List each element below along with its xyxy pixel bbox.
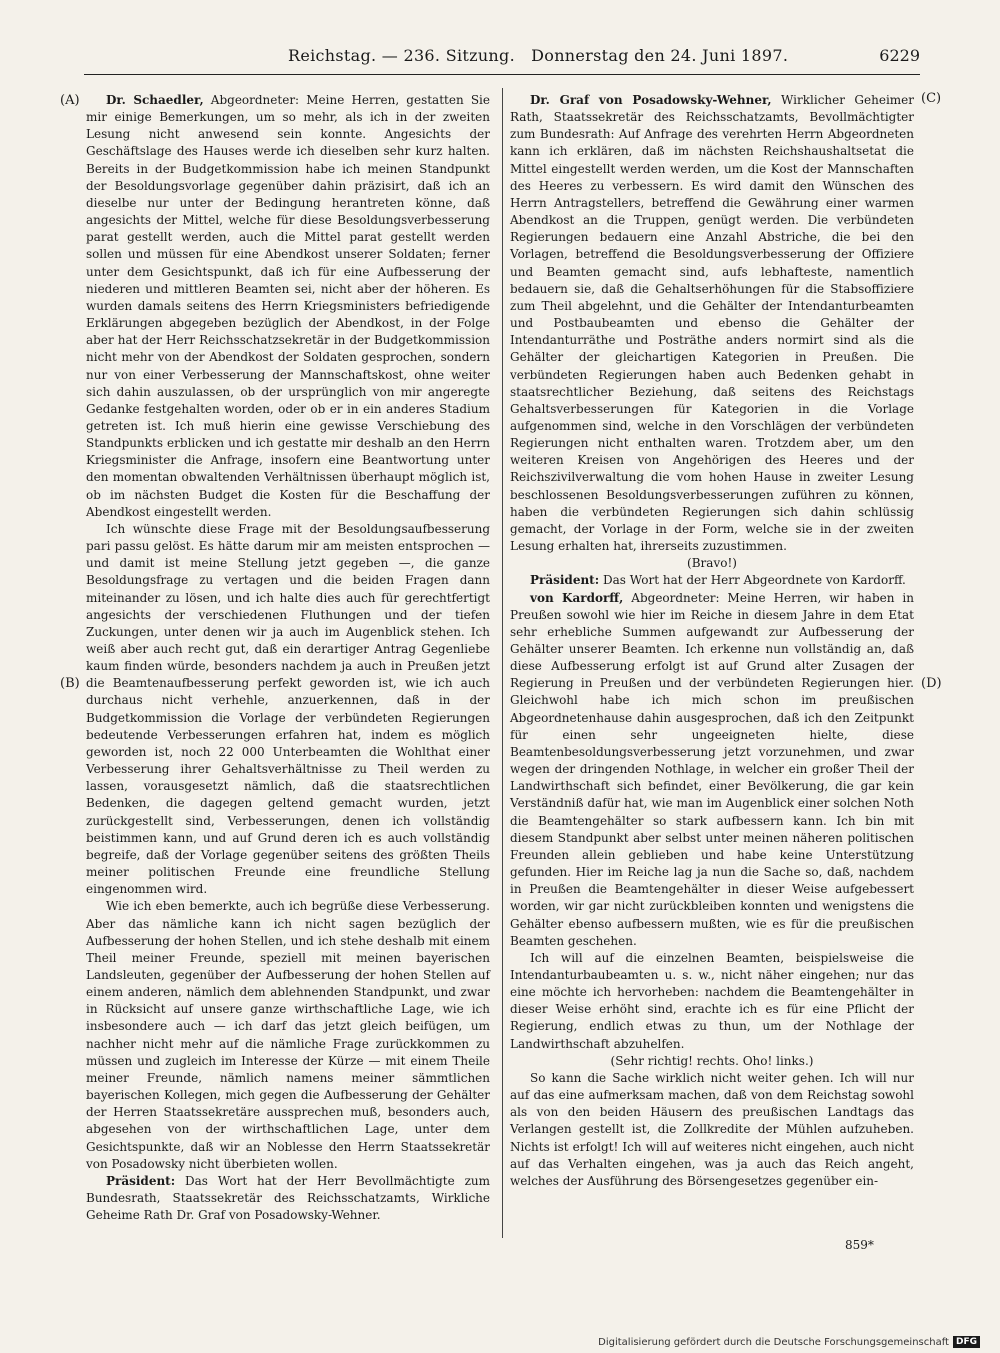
paragraph: So kann die Sache wirklich nicht weiter gehen. Ich will nur auf das eine aufmerksam machen, daß von dem Reichstag sowohl als von den beiden Häusern des preußischen Landtags das Verlangen gestellt ist, die Zollkredite der Mühlen aufzuheben. Nichts ist erfolgt! Ich will auf weiteres nicht eingehen, auch nicht auf das Verhalten eingehen, was ja auch das Reich angeht, welches der Ausführung des Börsengesetzes gegenüber ein-	[510, 1070, 914, 1188]
speaker-name: Dr. Schaedler,	[106, 93, 204, 107]
margin-mark-b: (B)	[60, 676, 80, 691]
reaction: (Sehr richtig! rechts. Oho! links.)	[610, 1053, 814, 1068]
credit-text: Digitalisierung gefördert durch die Deutsche Forschungsgemeinschaft	[598, 1336, 949, 1348]
paragraph: Wie ich eben bemerkte, auch ich begrüße diese Verbesserung. Aber das nämliche kann ich nicht sagen bezüglich der Aufbesserung der hohen Stellen, und ich stehe deshalb mit einem Theil meiner Freunde, speziell mit meinen bayerischen Landsleuten, gegenüber der Aufbesserung der hohen Stellen auf einem anderen, nämlich dem ablehnenden Standpunkt, und zwar in Rücksicht auf unsere ganze wirthschaftliche Lage, wie ich insbesondere auch — ich darf das jetzt gleich beifügen, um nachher nicht mehr auf die nämliche Frage zurückkommen zu müssen und zugleich im Interesse der Kürze — mit einem Theile meiner Freunde, nämlich namens meiner sämmtlichen bayerischen Kollegen, mich gegen die Aufbesserung der Gehälter der Herren Staatssekretäre aussprechen muß, besonders auch, abgesehen von der wirthschaftlichen Lage, unter dem Gesichtspunkte, daß wir an Noblesse den Herrn Staatssekretär von Posadowsky nicht überbieten wollen.	[86, 899, 490, 1171]
speaker-name: von Kardorff,	[530, 590, 624, 605]
paragraph: Ich wünschte diese Frage mit der Besoldungsaufbesserung pari passu gelöst. Es hätte darum mir am meisten entsprochen — und damit ist meine Stellung jetzt gegeben —, die ganze Besoldungsfrage zu vertagen und die beiden Fragen dann miteinander zu lösen, und ich halte dies auch für gerechtfertigt angesichts der verschiedenen Fluthungen und der tiefen Zuckungen, unter denen wir ja auch im Augenblick stehen. Ich weiß aber auch recht gut, daß ein derartiger Antrag Gegenliebe kaum finden würde, besonders nachdem ja auch in Preußen jetzt die Beamtenaufbesserung perfekt geworden ist, wie ich auch durchaus nicht verhehle, anzuerkennen, daß in der Budgetkommission die Vorlage der verbündeten Regierungen bedeutende Verbesserungen erfahren hat, indem es möglich geworden ist, noch 22 000 Unterbeamten die Wohlthat einer Verbesserung ihrer Gehaltsverhältnisse zu Theil werden zu lassen, vorausgesetzt nämlich, daß die staatsrechtlichen Bedenken, die dagegen geltend gemacht wurden, jetzt zurückgestellt sind, Verbesserungen, denen ich vollständig beistimmen kann, und auf Grund deren ich es auch vollständig begreife, daß der Vorlage gegenüber seitens des größten Theils meiner politischen Freunde eine freundliche Stellung eingenommen wird.	[86, 521, 490, 897]
speech-posadowsky	[510, 92, 914, 555]
header-left-text: Reichstag. — 236. Sitzung.	[288, 46, 515, 65]
header-date: Donnerstag den 24. Juni 1897.	[531, 46, 789, 65]
dfg-logo-icon: DFG	[953, 1336, 980, 1348]
paragraph: Ich will auf die einzelnen Beamten, beispielsweise die Intendanturbaubeamten u. s. w., nicht näher eingehen; nur das eine möchte ich hervorheben: nachdem die Beamtengehälter in dieser Weise erhöht sind, erachte ich es für eine Pflicht der Regierung, endlich etwas zu thun, um der Nothlage der Landwirthschaft abzuhelfen.	[510, 950, 914, 1051]
page-header	[84, 46, 920, 72]
president-statement	[510, 572, 914, 589]
left-column	[86, 92, 490, 1224]
margin-mark-d: (D)	[921, 676, 942, 691]
speaker-name: Dr. Graf von Posadowsky-Wehner,	[530, 93, 772, 107]
paragraph-text: Das Wort hat der Herr Bevollmächtigte zum Bundesrath, Staatssekretär des Reichsschatzamts, Wirkliche Geheime Rath Dr. Graf von Posadowsky-Wehner.	[86, 1173, 490, 1223]
speaker-name: Präsident:	[106, 1173, 176, 1188]
column-divider	[502, 88, 503, 1238]
header-rule	[84, 74, 920, 75]
digitization-credit	[598, 1336, 980, 1348]
president-statement	[86, 1173, 490, 1224]
right-column	[510, 92, 914, 1190]
paragraph-text: Wirklicher Geheimer Rath, Staatssekretär des Reichsschatzamts, Bevollmächtigter zum Bundesrath: Auf Anfrage des verehrten Herrn Abgeordneten kann ich erklären, daß im nächsten Reichshaushaltsetat die Mittel eingestellt werden werden, um die Kost der Mannschaften des Heeres zu verbessern. Es wird damit den Wünschen des Herrn Antragstellers, betreffend die Gewährung einer warmen Abendkost an die Truppen, genügt werden. Die verbündeten Regierungen bedauern eine Anzahl Abstriche, die bei den Vorlagen, betreffend die Besoldungsverbesserung der Offiziere und Beamten gemacht sind, aufs lebhafteste, namentlich bedauern sie, daß die Gehaltserhöhungen für die Stabsoffiziere zum Theil abgelehnt, und die Gehälter der Intendanturbeamten und Postbaubeamten und ebenso die Gehälter der Intendanturräthe und Posträthe anders normirt sind als die Gehälter der gleichartigen Kategorien in Preußen. Die verbündeten Regierungen haben auch Bedenken gehabt in staatsrechtlicher Beziehung, daß seitens des Reichstags Gehaltsverbesserungen für Kategorien in die Vorlage aufgenommen sind, welche in den Vorschlägen der verbündeten Regierungen nicht enthalten waren. Trotzdem aber, um den weiteren Kreisen von Angehörigen des Heeres und der Reichszivilverwaltung die vom hohen Hause in zweiter Lesung beschlossenen Besoldungsverbesserungen zuführen zu können, haben die verbündeten Regierungen sich dahin schlüssig gemacht, der Vorlage in der Form, welche sie in der zweiten Lesung erhalten hat, ihrerseits zuzustimmen.	[510, 93, 914, 554]
speaker-name: Präsident:	[530, 573, 600, 588]
speech-kardorff	[510, 590, 914, 950]
speech-schaedler	[86, 92, 490, 521]
paragraph-text: Abgeordneter: Meine Herren, wir haben in Preußen sowohl wie hier im Reiche in diesem Jahre in dem Etat sehr erhebliche Summen aufgewandt zur Aufbesserung der Gehälter unserer Beamten. Ich erkenne nun vollständig an, daß diese Aufbesserung erfolgt ist auf Grund alter Zusagen der Regierung in Preußen und der verbündeten Regierungen hier. Gleichwohl habe ich mich schon im preußischen Abgeordnetenhause dahin ausgesprochen, daß ich den Zeitpunkt für einen sehr ungeeigneten hielte, diese Beamtenbesoldungsverbesserung jetzt vorzunehmen, und zwar wegen der dringenden Nothlage, in welcher ein großer Theil der Landwirthschaft sich befindet, einer Bevölkerung, die gar kein Verständniß dafür hat, wie man im Augenblick einer solchen Noth die Beamtengehälter so stark aufbessern kann. Ich bin mit diesem Standpunkt aber selbst unter meinen näheren politischen Freunden allein geblieben und habe keine Unterstützung gefunden. Hier im Reiche lag ja nun die Sache so, daß, nachdem in Preußen die Beamtengehälter in dieser Weise aufgebessert worden, wir gar nicht zurückbleiben konnten und wenigstens die Gehälter ebenso aufbessern mußten, wie es für die preußischen Beamten geschehen.	[510, 590, 914, 948]
header-session	[288, 46, 788, 65]
header-page-number: 6229	[879, 46, 920, 65]
sheet-signature: 859*	[845, 1238, 874, 1252]
margin-mark-a: (A)	[60, 93, 80, 108]
reaction: (Bravo!)	[687, 556, 737, 571]
paragraph-text: Meine Herren, gestatten Sie mir einige Bemerkungen, um so mehr, als ich in der zweiten Lesung nicht anwesend sein konnte. Angesichts der Geschäftslage des Hauses werde ich dieselben sehr kurz halten. Bereits in der Budgetkommission habe ich meinen Standpunkt der Besoldungsvorlage gegenüber dahin präzisirt, daß ich an dieselbe nur unter der Bedingung herantreten könne, daß angesichts der Mittel, welche für diese Besoldungsverbesserung parat gestellt werden, auch die Mittel parat gestellt werden sollen und müssen für eine Abendkost unserer Soldaten; ferner unter dem Gesichtspunkt, daß ich für eine Aufbesserung der niederen und mittleren Beamten sei, nicht aber der höheren. Es wurden damals seitens des Herrn Kriegsministers befriedigende Erklärungen abgegeben bezüglich der Abendkost, in der Folge aber hat der Herr Reichsschatzsekretär in der Budgetkommission nicht mehr von der Abendkost der Soldaten gesprochen, sondern nur von einer Verbesserung der Mannschaftskost, ohne weiter sich dahin auszulassen, ob der ursprünglich von mir angeregte Gedanke festgehalten worden, oder ob er in ein anderes Stadium getreten ist. Ich muß hierin eine gewisse Verschiebung des Standpunkts erblicken und ich gestatte mir deshalb an den Herrn Kriegsminister die Anfrage, insofern eine Beantwortung unter den momentan obwaltenden Verhältnissen überhaupt möglich ist, ob im nächsten Budget die Kosten für die Beschaffung der Abendkost eingestellt werden.	[86, 93, 490, 519]
paragraph-text: Das Wort hat der Herr Abgeordnete von Kardorff.	[599, 573, 906, 588]
speaker-role: Abgeordneter:	[203, 93, 300, 107]
margin-mark-c: (C)	[921, 91, 942, 106]
